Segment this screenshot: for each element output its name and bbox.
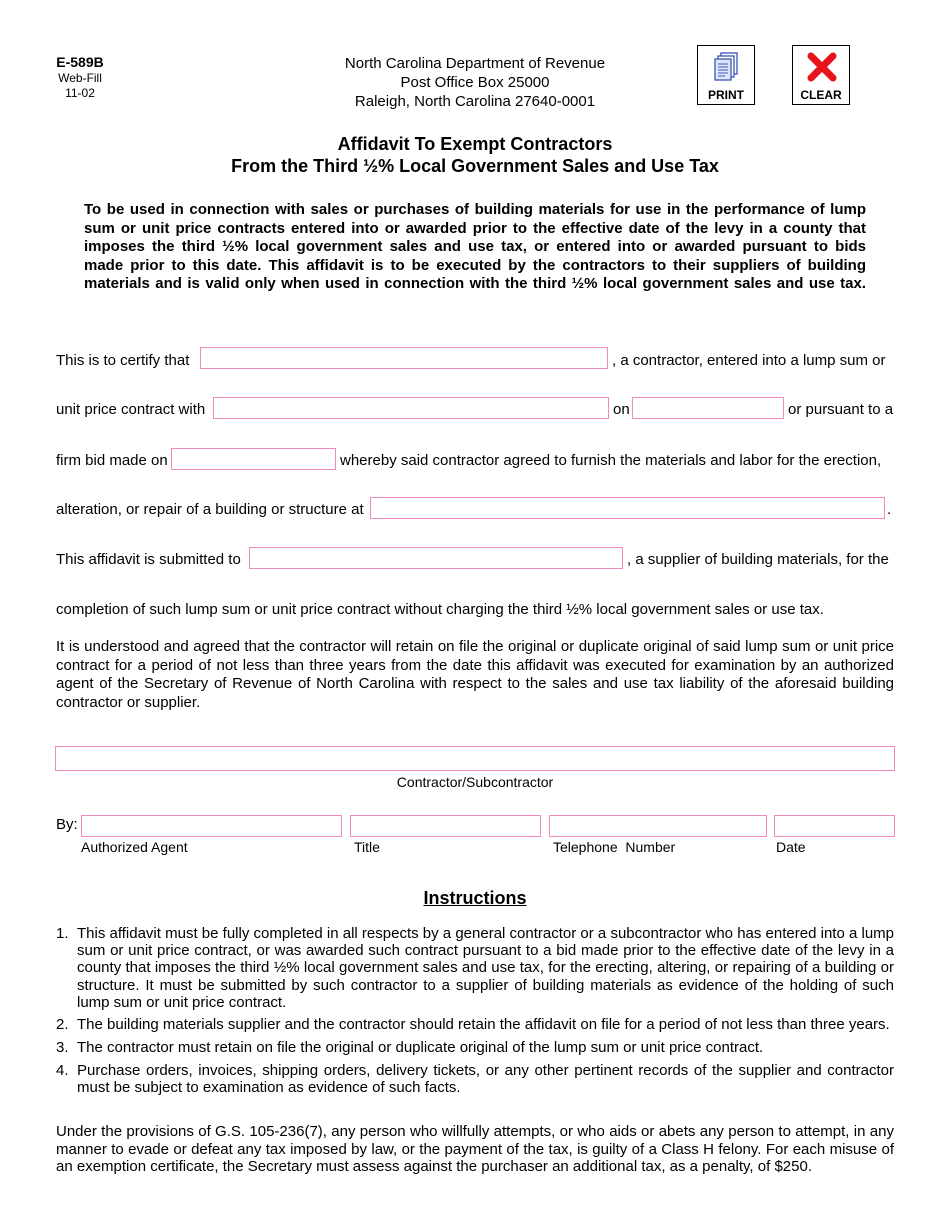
certify-text: alteration, or repair of a building or structure at xyxy=(56,501,364,518)
retention-paragraph: It is understood and agreed that the contractor will retain on file the original or duplicate original of said lump sum or unit price contract for a period of not less than three years from the date this affidavit was executed for examination by an authorized agent of the Secretary of Revenue of North Carolina with respect to the sales and use tax liability of the aforesaid building contractor or supplier. xyxy=(56,638,894,711)
telephone-label: Telephone Number xyxy=(553,839,676,855)
certify-text: This affidavit is submitted to xyxy=(56,551,241,568)
instruction-number: 1. xyxy=(56,925,69,942)
form-title xyxy=(0,133,950,177)
title-line-1: Affidavit To Exempt Contractors xyxy=(337,134,613,154)
certify-text: completion of such lump sum or unit price contract without charging the third ½% local government sales or use tax. xyxy=(56,601,824,618)
contractor-subcontractor-field[interactable] xyxy=(55,746,895,771)
contractor-name-field[interactable] xyxy=(200,347,608,369)
authorized-agent-field[interactable] xyxy=(81,815,342,837)
certify-text: , a contractor, entered into a lump sum or xyxy=(612,352,886,369)
instruction-number: 2. xyxy=(56,1016,69,1033)
intro-line: To be used in connection with sales or purchases of building materials for use in the performance of lump xyxy=(84,201,866,218)
certify-text: This is to certify that xyxy=(56,352,190,369)
agency-city: Raleigh, North Carolina 27640-0001 xyxy=(354,93,596,110)
form-type: Web-Fill xyxy=(58,71,102,85)
form-code: E-589B xyxy=(56,54,104,70)
authorized-agent-label: Authorized Agent xyxy=(81,839,188,855)
contractor-subcontractor-label: Contractor/Subcontractor xyxy=(396,774,554,790)
agency-name: North Carolina Department of Revenue xyxy=(344,55,606,72)
building-location-field[interactable] xyxy=(370,497,885,519)
clear-x-icon xyxy=(807,52,837,82)
instruction-text: This affidavit must be fully completed in all respects by a general contractor or a subcontractor who has entered into a lump sum or unit price contract, or was awarded such contract pursuant to a bid made prior to the effective date of the levy in a county that imposes the third ½% local government sales and use tax, for the erecting, altering, or repairing of a building or structure. It must be submitted by such contractor to a supplier of building materials as evidence of the holding of such lump sum or unit price contract. xyxy=(77,925,894,1011)
certify-text: . xyxy=(887,501,892,518)
by-label: By: xyxy=(56,816,78,833)
intro-line: made prior to this date. This affidavit is to be executed by the contractors to their suppliers of building xyxy=(84,256,866,274)
certify-text: on xyxy=(613,401,630,418)
title-line-2: From the Third ½% Local Government Sales and Use Tax xyxy=(231,156,719,176)
supplier-field[interactable] xyxy=(249,547,623,569)
title-label: Title xyxy=(354,839,380,855)
certify-text: whereby said contractor agreed to furnish the materials and labor for the erection, xyxy=(340,452,882,469)
contract-with-field[interactable] xyxy=(213,397,609,419)
certify-text: unit price contract with xyxy=(56,401,206,418)
instruction-item xyxy=(56,925,894,1011)
title-field[interactable] xyxy=(350,815,541,837)
certify-text: or pursuant to a xyxy=(788,401,894,418)
print-icon xyxy=(712,52,742,84)
intro-line: imposes the third ½% local government sales and use tax, or entered into or awarded pursuant to bids xyxy=(84,238,866,256)
intro-paragraph xyxy=(84,201,866,294)
contract-date-field[interactable] xyxy=(632,397,784,419)
certify-text: , a supplier of building materials, for the xyxy=(627,551,889,568)
intro-line: sum or unit price contracts entered into or awarded prior to the effective date of the levy in a county that xyxy=(84,219,866,237)
instruction-text: The building materials supplier and the contractor should retain the affidavit on file for a period of not less than three years. xyxy=(77,1016,890,1033)
instruction-number: 3. xyxy=(56,1039,69,1056)
certify-text: firm bid made on xyxy=(56,452,168,469)
telephone-field[interactable] xyxy=(549,815,767,837)
form-date: 11-02 xyxy=(65,86,95,100)
date-label: Date xyxy=(776,839,806,855)
instruction-item xyxy=(56,1016,894,1033)
date-field[interactable] xyxy=(774,815,895,837)
penalty-paragraph: Under the provisions of G.S. 105-236(7), any person who willfully attempts, or who aids or abets any person to attempt, in any manner to evade or defeat any tax imposed by law, or the payment of the tax, is guilty of a Class H felony. For each misuse of an exemption certificate, the Secretary must assess against the purchaser an additional tax, as a penalty, of $250. xyxy=(56,1123,894,1176)
instruction-text: Purchase orders, invoices, shipping orders, delivery tickets, or any other pertinent records of the supplier and contractor must be subject to examination as evidence of such facts. xyxy=(77,1062,894,1097)
agency-address xyxy=(300,54,650,111)
instruction-text: The contractor must retain on file the original or duplicate original of the lump sum or unit price contract. xyxy=(77,1039,764,1056)
print-button[interactable] xyxy=(697,45,755,105)
print-label: PRINT xyxy=(708,88,744,102)
agency-po-box: Post Office Box 25000 xyxy=(400,74,550,91)
clear-label: CLEAR xyxy=(800,88,842,102)
instruction-number: 4. xyxy=(56,1062,69,1079)
intro-line: materials and is valid only when used in connection with the third ½% local government sales and use tax. xyxy=(84,275,866,293)
bid-date-field[interactable] xyxy=(171,448,336,470)
clear-button[interactable] xyxy=(792,45,850,105)
form-id-block xyxy=(56,55,104,101)
instruction-item xyxy=(56,1039,894,1056)
instruction-item xyxy=(56,1062,894,1096)
instructions-heading: Instructions xyxy=(423,888,527,908)
